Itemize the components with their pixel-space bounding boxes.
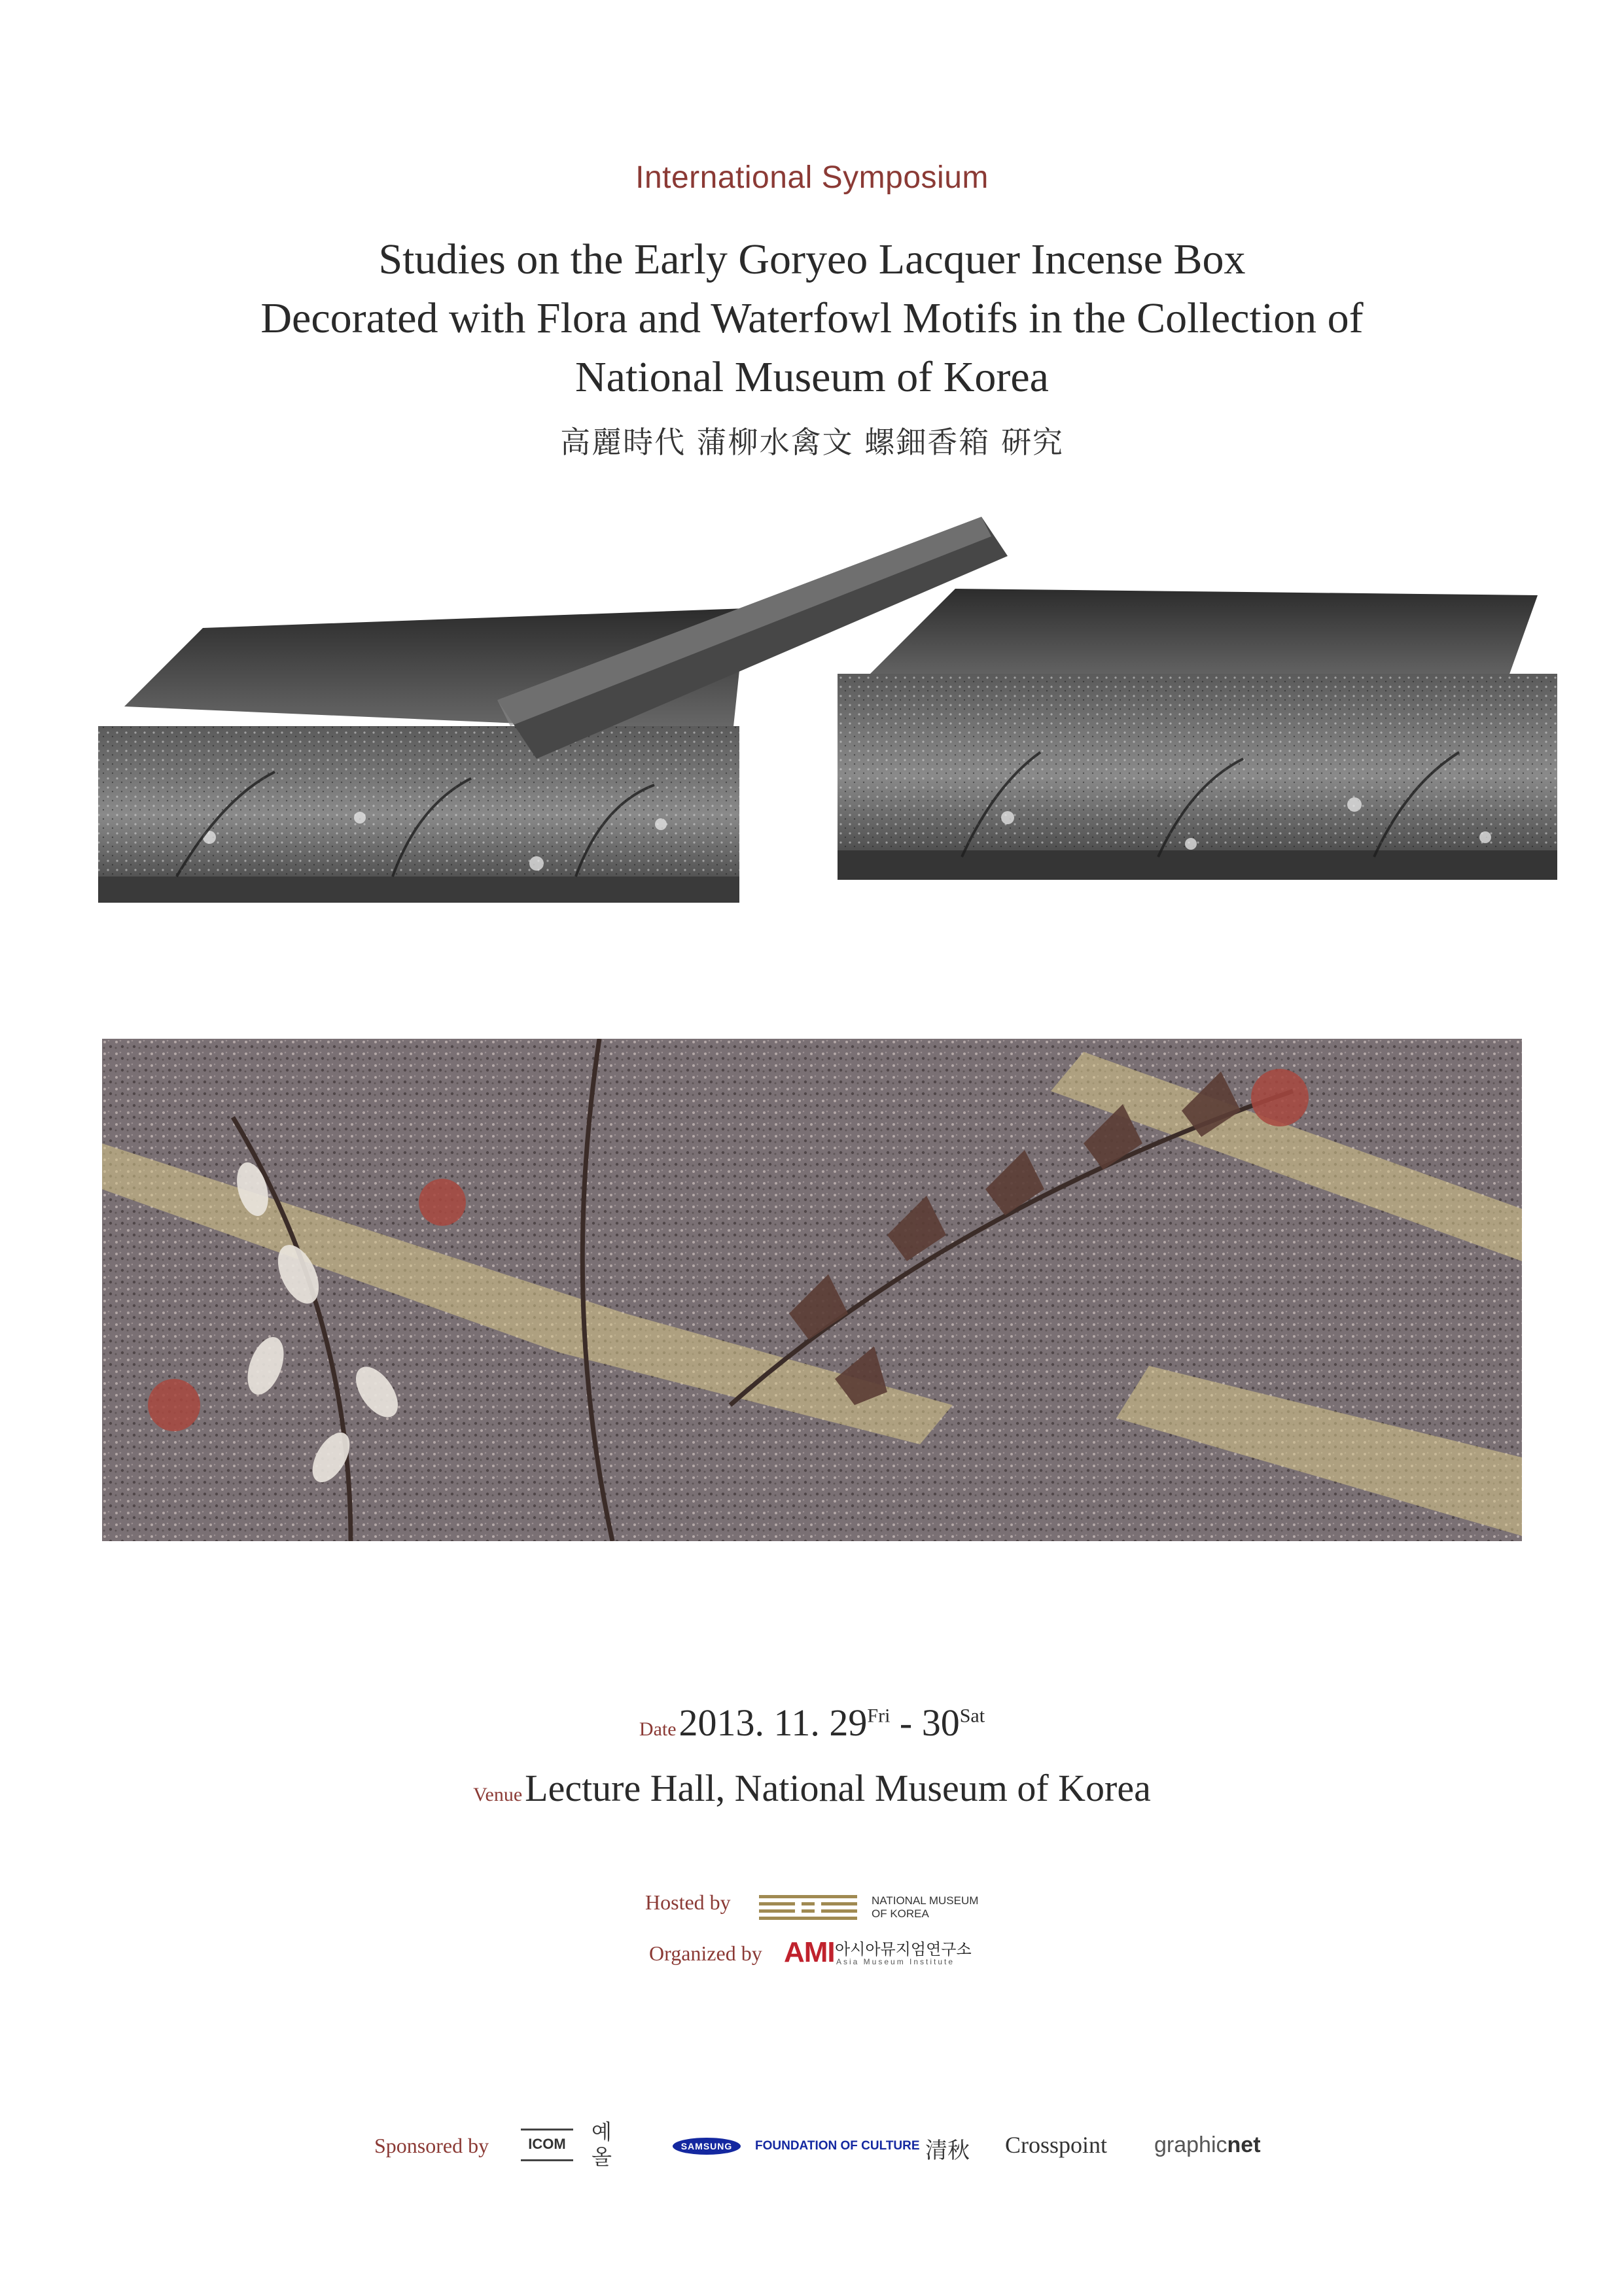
samsung-logo-icon (673, 2138, 741, 2155)
national-museum-name-line1: NATIONAL MUSEUM (872, 1894, 979, 1907)
national-museum-logo-icon (759, 1894, 857, 1921)
national-museum-name-line2: OF KOREA (872, 1907, 929, 1920)
lacquer-detail-photo (102, 1039, 1522, 1541)
asia-museum-institute-english: Asia Museum Institute (836, 1957, 955, 1966)
venue-row (0, 1766, 1624, 1810)
title-line-3: National Museum of Korea (575, 353, 1049, 401)
date-row (0, 1701, 1624, 1745)
date-weekday-end: Sat (959, 1705, 985, 1727)
graphicnet-logo (1154, 2132, 1261, 2158)
icom-logo-text: ICOM (528, 2136, 566, 2152)
date-label: Date (639, 1718, 677, 1740)
samsung-logo-text: SAMSUNG (680, 2141, 733, 2151)
title-line-2: Decorated with Flora and Waterfowl Motifs in the Collection of (260, 294, 1364, 342)
yeeul-logo: 예올 (591, 2119, 612, 2169)
hosted-by-label: Hosted by (645, 1890, 731, 1914)
date-main: 2013. 11. 29 (679, 1701, 868, 1744)
kicker-label: International Symposium (635, 160, 989, 195)
crosspoint-logo: Crosspoint (1005, 2132, 1108, 2158)
date-end: - 30 (890, 1701, 960, 1744)
ami-logo: AMI (784, 1936, 835, 1968)
hanja-title: 高麗時代 蒲柳水禽文 螺鈿香箱 硏究 (560, 425, 1064, 460)
venue-value: Lecture Hall, National Museum of Korea (525, 1767, 1151, 1809)
graphicnet-logo-part2: net (1227, 2132, 1261, 2157)
sponsored-by-label: Sponsored by (374, 2134, 489, 2157)
cheongchu-logo: 清秋 (925, 2138, 970, 2164)
organized-by-label: Organized by (649, 1941, 762, 1965)
asia-museum-institute-korean: 아시아뮤지엄연구소 (835, 1940, 972, 1958)
lacquer-box-photo (79, 510, 1557, 968)
date-weekday-start: Fri (867, 1705, 891, 1727)
icom-logo-icon (521, 2129, 573, 2161)
samsung-foundation-text: FOUNDATION OF CULTURE (755, 2139, 920, 2153)
national-museum-name (872, 1894, 978, 1921)
graphicnet-logo-part1: graphic (1154, 2132, 1227, 2157)
date-value (679, 1701, 985, 1744)
title-line-1: Studies on the Early Goryeo Lacquer Incense Box (378, 235, 1246, 283)
venue-label: Venue (473, 1784, 523, 1805)
